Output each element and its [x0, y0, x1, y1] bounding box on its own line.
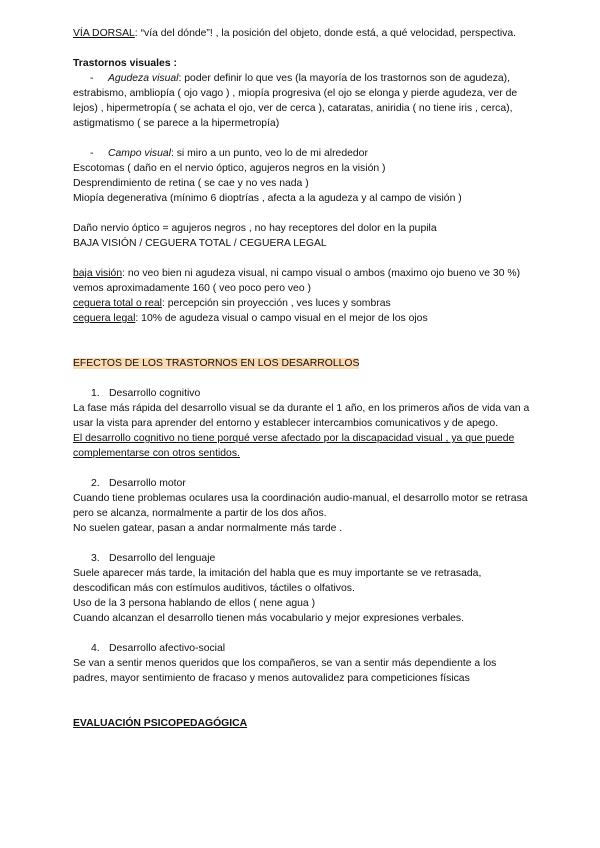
definition-text: : percepción sin proyección , ves luces y sombras [161, 298, 391, 309]
section-title-text: Desarrollo cognitivo [109, 388, 201, 399]
section-number: 3. [91, 553, 100, 564]
agudeza-list-line: astigmatismo ( se parece a la hipermetropía) [73, 118, 280, 129]
section-title [73, 476, 533, 491]
definition-term: baja visión [73, 268, 123, 279]
definition-term: ceguera total o real [73, 298, 162, 309]
section-underlined-line: El desarrollo cognitivo no tiene porqué verse afectado por la discapacidad visual , ya que puede complementarse con otros sentidos. [73, 433, 515, 459]
bullet-dash: - [90, 73, 94, 84]
agudeza-term: Agudeza visual [108, 73, 179, 84]
baja-vision-categories: BAJA VISIÓN / CEGUERA TOTAL / CEGUERA LEGAL [73, 238, 327, 249]
campo-text: : si miro a un punto, veo lo de mi alrededor [170, 148, 368, 159]
section-title-text: Desarrollo motor [109, 478, 186, 489]
section-line: No suelen gatear, pasan a andar normalmente más tarde . [73, 523, 343, 534]
agudeza-list-line: estrabismo, ambliopía ( ojo vago ) , miopía progresiva (el ojo se elonga y pierde agudeza, ver de lejos) , hipermetropía ( se achata el ojo, ver de cerca ), cataratas, aniridia ( no tiene iris , cerca), [73, 88, 518, 114]
campo-list-line: Desprendimiento de retina ( se cae y no ves nada ) [73, 178, 309, 189]
agudeza-bullet [73, 71, 533, 86]
trastornos-heading: Trastornos visuales : [73, 58, 177, 69]
definition-text: : no veo bien ni agudeza visual, ni campo visual o ambos (maximo ojo bueno ve 30 %) vemos aproximadamente 160 ( veo poco pero veo ) [73, 268, 521, 294]
section-title [73, 551, 533, 566]
efectos-heading-line [73, 356, 533, 371]
document-page [73, 26, 533, 731]
nervio-optico-line: Daño nervio óptico = agujeros negros , no hay receptores del dolor en la pupila [73, 223, 437, 234]
section-title [73, 641, 533, 656]
definition-term: ceguera legal [73, 313, 136, 324]
campo-term: Campo visual [108, 148, 171, 159]
section-line: Cuando alcanzan el desarrollo tienen más vocabulario y mejor expresiones verbales. [73, 613, 465, 624]
section-number: 1. [91, 388, 100, 399]
campo-bullet [73, 146, 533, 161]
campo-list-line: Miopía degenerativa (mínimo 6 dioptrías , afecta a la agudeza y al campo de visión ) [73, 193, 462, 204]
via-dorsal-text: : “vía del dónde”! , la posición del objeto, donde está, a qué velocidad, perspectiva. [134, 28, 517, 39]
bullet-dash: - [90, 148, 94, 159]
section-number: 4. [91, 643, 100, 654]
section-line: La fase más rápida del desarrollo visual se da durante el 1 año, en los primeros años de vida van a usar la vista para aprender del entorno y establecer intercambios comunicativos y de apego. [73, 403, 530, 429]
section-title [73, 386, 533, 401]
evaluacion-heading: EVALUACIÓN PSICOPEDAGÓGICA [73, 718, 248, 729]
definition-text: : 10% de agudeza visual o campo visual en el mejor de los ojos [135, 313, 428, 324]
section-line: Cuando tiene problemas oculares usa la coordinación audio-manual, el desarrollo motor se retrasa pero se alcanza, normalmente a partir de los dos años. [73, 493, 528, 519]
section-line: Suele aparecer más tarde, la imitación del habla que es muy importante se ve retrasada, descodifican más con estímulos auditivos, táctiles o olfativos. [73, 568, 482, 594]
agudeza-text: : poder definir lo que ves (la mayoría de los trastornos son de agudeza), [178, 73, 511, 84]
section-title-text: Desarrollo del lenguaje [109, 553, 216, 564]
via-dorsal-paragraph [73, 26, 533, 41]
definition-baja-vision [73, 266, 533, 296]
section-title-text: Desarrollo afectivo-social [109, 643, 226, 654]
definition-ceguera-total [73, 296, 533, 311]
section-line: Se van a sentir menos queridos que los compañeros, se van a sentir más dependiente a los padres, mayor sentimiento de fracaso y menos autovalidez para competiciones físicas [73, 658, 497, 684]
via-dorsal-term: VÍA DORSAL [73, 28, 135, 39]
section-line: Uso de la 3 persona hablando de ellos ( nene agua ) [73, 598, 316, 609]
efectos-heading: EFECTOS DE LOS TRASTORNOS EN LOS DESARROLLOS [73, 358, 360, 369]
campo-list-line: Escotomas ( daño en el nervio óptico, agujeros negros en la visión ) [73, 163, 386, 174]
section-number: 2. [91, 478, 100, 489]
definition-ceguera-legal [73, 311, 533, 326]
